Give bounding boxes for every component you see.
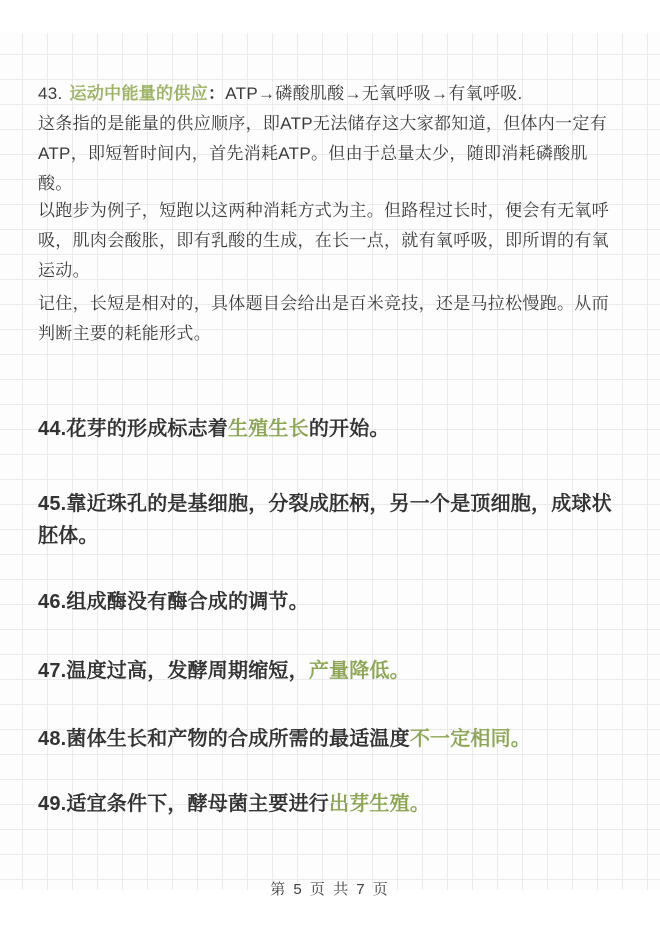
note-highlight: 出芽生殖。	[329, 793, 431, 815]
note-47	[38, 655, 622, 687]
note-highlight: 生殖生长	[228, 418, 309, 440]
note-text: 44.花芽的形成标志着	[38, 418, 229, 440]
note-number: 43.	[38, 84, 63, 103]
note-46	[38, 586, 622, 618]
note-text: 48.菌体生长和产物的合成所需的最适温度	[38, 728, 410, 750]
note-text: 47.温度过高，发酵周期缩短，	[38, 660, 309, 682]
paragraph-text: 以跑步为例子，短跑以这两种消耗方式为主。但路程过长时，便会有无氧呼吸，肌肉会酸胀，即有乳酸的生成，在长一点，就有氧呼吸，即所谓的有氧运动。	[38, 201, 609, 280]
note-43-paragraph-2	[38, 196, 622, 286]
note-43-paragraph-3	[38, 289, 622, 349]
note-text: 49.适宜条件下，酵母菌主要进行	[38, 793, 330, 815]
page-indicator: 第 5 页 共 7 页	[270, 881, 390, 898]
note-43-title: 运动中能量的供应	[69, 84, 208, 103]
note-43-paragraph-1	[38, 109, 622, 199]
note-text: 45.靠近珠孔的是基细胞，分裂成胚柄，另一个是顶细胞，成球状胚体。	[38, 493, 612, 547]
note-text: 的开始。	[308, 418, 390, 440]
note-text: 46.组成酶没有酶合成的调节。	[38, 591, 309, 613]
paragraph-text: 这条指的是能量的供应顺序，即ATP无法储存这大家都知道，但体内一定有ATP，即短暂时间内，首先消耗ATP。但由于总量太少，随即消耗磷酸肌酸。	[38, 114, 607, 193]
note-49	[38, 788, 622, 820]
paragraph-text: 记住，长短是相对的，具体题目会给出是百米竞技，还是马拉松慢跑。从而判断主要的耗能形式。	[38, 294, 609, 343]
note-highlight: 不一定相同。	[409, 728, 532, 750]
note-43-heading	[38, 79, 622, 109]
note-43-colon: ：	[207, 84, 226, 103]
note-45	[38, 488, 622, 552]
note-highlight: 产量降低。	[308, 660, 410, 682]
note-44	[38, 413, 622, 445]
note-43-sequence: ATP→磷酸肌酸→无氧呼吸→有氧呼吸.	[225, 84, 523, 103]
note-48	[38, 723, 622, 755]
